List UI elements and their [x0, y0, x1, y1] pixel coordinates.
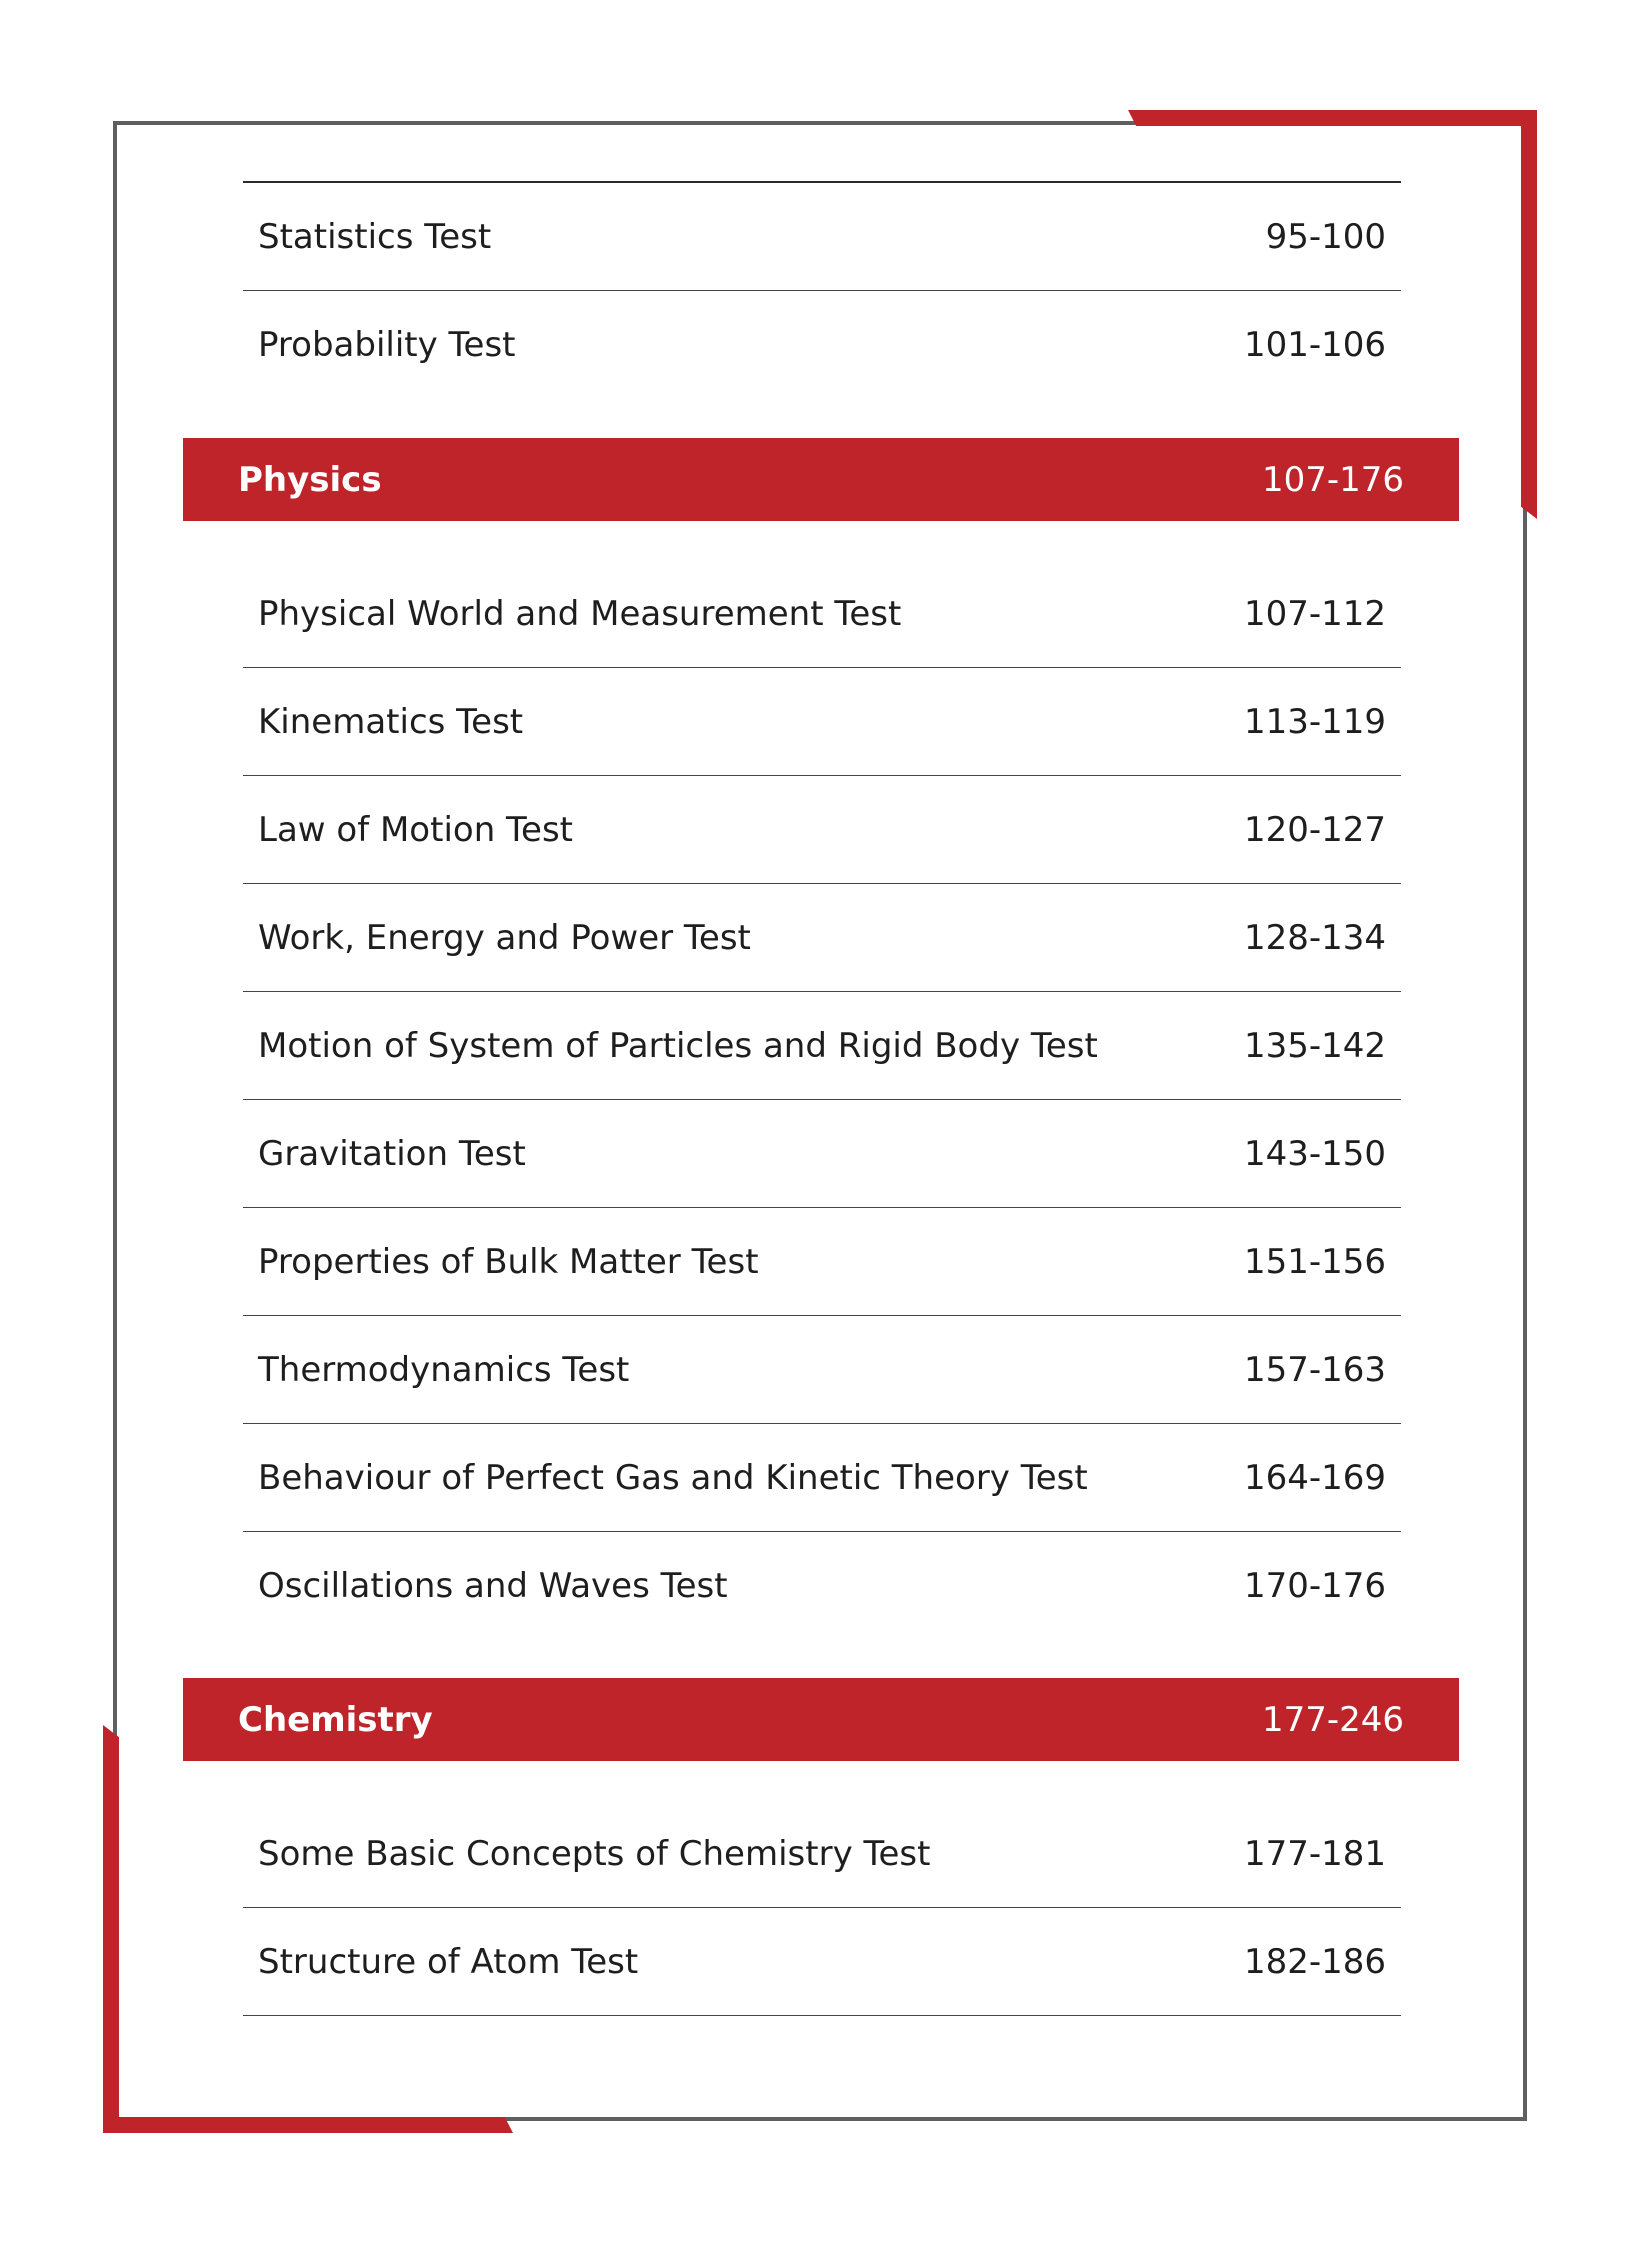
toc-entry[interactable]	[243, 776, 1401, 884]
toc-entry[interactable]	[243, 992, 1401, 1100]
toc-entry[interactable]	[243, 1800, 1401, 1908]
toc-entry-pages: 177-181	[1243, 1833, 1386, 1874]
toc-entry-pages: 128-134	[1243, 917, 1386, 958]
toc-entry[interactable]	[243, 1316, 1401, 1424]
toc-entry-title: Work, Energy and Power Test	[258, 917, 751, 958]
corner-accent-top-right-horizontal	[1128, 110, 1537, 126]
toc-entry[interactable]	[243, 1208, 1401, 1316]
toc-entry-title: Statistics Test	[258, 216, 492, 257]
toc-entry[interactable]	[243, 1908, 1401, 2016]
toc-entry-title: Oscillations and Waves Test	[258, 1566, 728, 1606]
toc-entry-pages: 95-100	[1265, 216, 1386, 257]
toc-entry-title: Properties of Bulk Matter Test	[258, 1241, 759, 1282]
toc-entry[interactable]	[243, 1424, 1401, 1532]
toc-entry-title: Law of Motion Test	[258, 809, 573, 850]
toc-entry-pages: 157-163	[1243, 1349, 1386, 1390]
corner-accent-bottom-left-horizontal	[103, 2117, 513, 2133]
toc-entry-title: Probability Test	[258, 325, 516, 365]
toc-entry-pages: 101-106	[1243, 325, 1386, 365]
toc-entry-title: Structure of Atom Test	[258, 1941, 639, 1982]
toc-entry[interactable]	[243, 884, 1401, 992]
toc-entry-title: Behaviour of Perfect Gas and Kinetic Theory Test	[258, 1457, 1088, 1498]
toc-entry-statistics[interactable]	[243, 183, 1401, 291]
toc-entry-title: Gravitation Test	[258, 1133, 526, 1174]
section-range: 177-246	[1261, 1699, 1404, 1740]
section-name: Chemistry	[238, 1699, 433, 1740]
toc-entry[interactable]	[243, 1532, 1401, 1640]
toc-entry-pages: 170-176	[1243, 1566, 1386, 1606]
toc-entry[interactable]	[243, 1100, 1401, 1208]
toc-entry-title: Some Basic Concepts of Chemistry Test	[258, 1833, 931, 1874]
toc-entry-pages: 182-186	[1243, 1941, 1386, 1982]
toc-entry-pages: 120-127	[1243, 809, 1386, 850]
toc-entry-pages: 164-169	[1243, 1457, 1386, 1498]
corner-accent-top-right-vertical	[1521, 110, 1537, 519]
toc-entry-title: Thermodynamics Test	[258, 1349, 630, 1390]
toc-entry-title: Kinematics Test	[258, 701, 524, 742]
toc-entry[interactable]	[243, 668, 1401, 776]
toc-entry-pages: 107-112	[1243, 593, 1386, 634]
toc-entry-pages: 143-150	[1243, 1133, 1386, 1174]
corner-accent-bottom-left-vertical	[103, 1725, 119, 2133]
toc-entry-pages: 113-119	[1243, 701, 1386, 742]
toc-entry-title: Physical World and Measurement Test	[258, 593, 902, 634]
toc-entry-probability[interactable]	[243, 291, 1401, 399]
toc-entry-pages: 135-142	[1243, 1025, 1386, 1066]
toc-entry-title: Motion of System of Particles and Rigid Body Test	[258, 1025, 1098, 1066]
section-header-physics[interactable]	[183, 438, 1459, 521]
toc-entry-pages: 151-156	[1243, 1241, 1386, 1282]
toc-entry[interactable]	[243, 560, 1401, 668]
section-header-chemistry[interactable]	[183, 1678, 1459, 1761]
section-range: 107-176	[1261, 459, 1404, 500]
section-name: Physics	[238, 459, 382, 500]
